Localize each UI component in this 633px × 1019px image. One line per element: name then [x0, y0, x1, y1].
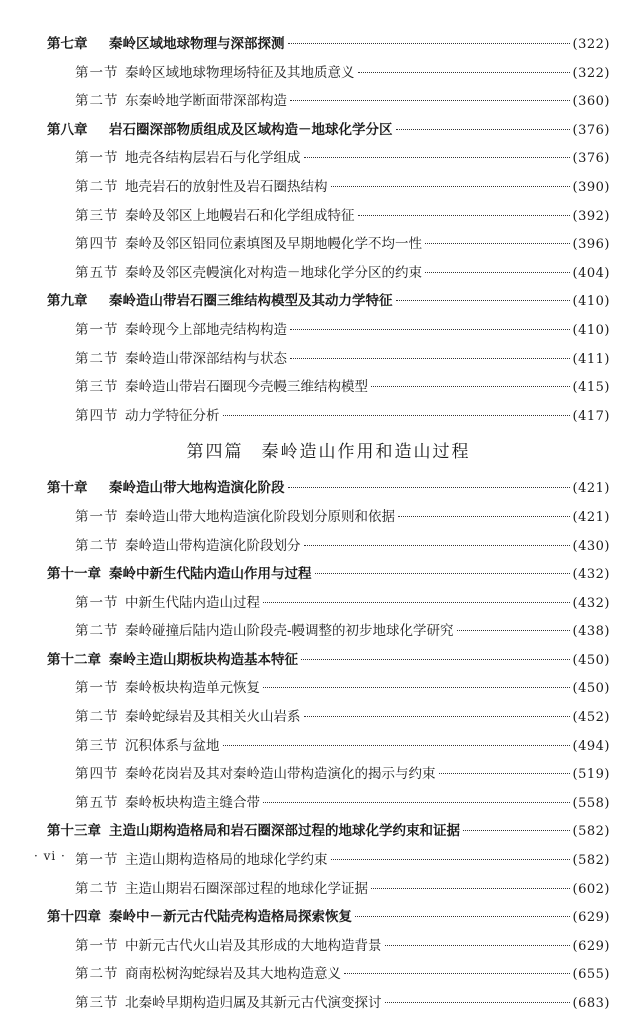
section-title: 东秦岭地学断面带深部构造 [125, 93, 287, 110]
page-number: (392) [572, 208, 610, 224]
dot-leader [301, 659, 570, 660]
section-title: 秦岭板块构造单元恢复 [125, 680, 260, 697]
dot-leader [290, 358, 570, 359]
toc-section-entry[interactable] [47, 703, 610, 732]
section-number: 第一节 [75, 64, 119, 81]
part-heading [47, 430, 610, 474]
page-number: (494) [572, 738, 610, 754]
section-number: 第四节 [75, 407, 119, 424]
toc-section-entry[interactable] [47, 532, 610, 561]
dot-leader [396, 300, 570, 301]
dot-leader [263, 802, 570, 803]
toc-section-entry[interactable] [47, 402, 610, 431]
page-number: (376) [572, 151, 610, 167]
section-title: 秦岭造山带岩石圈现今壳幔三维结构模型 [125, 379, 368, 396]
section-number: 第一节 [75, 321, 119, 338]
section-number: 第三节 [75, 379, 119, 396]
page-number: (450) [572, 681, 610, 697]
section-title: 沉积体系与盆地 [125, 737, 220, 754]
toc-chapter-entry[interactable] [47, 116, 610, 145]
page-number: (421) [572, 509, 610, 525]
section-number: 第二节 [75, 178, 119, 195]
dot-leader [304, 716, 570, 717]
dot-leader [371, 386, 570, 387]
dot-leader [223, 415, 570, 416]
page-number: (558) [572, 795, 610, 811]
chapter-title: 秦岭造山带大地构造演化阶段 [109, 480, 285, 497]
page-number: (396) [572, 237, 610, 253]
dot-leader [331, 186, 570, 187]
page-number: (438) [572, 624, 610, 640]
section-title: 秦岭板块构造主缝合带 [125, 794, 260, 811]
dot-leader [457, 630, 570, 631]
section-number: 第五节 [75, 264, 119, 281]
toc-section-entry[interactable] [47, 960, 610, 989]
section-number: 第一节 [75, 594, 119, 611]
section-title: 秦岭造山带构造演化阶段划分 [125, 537, 301, 554]
toc-section-entry[interactable] [47, 674, 610, 703]
toc-list-part-3 [47, 30, 610, 430]
part-number: 第四篇 [186, 442, 244, 463]
page-number: (410) [572, 294, 610, 310]
toc-section-entry[interactable] [47, 230, 610, 259]
chapter-title: 秦岭主造山期板块构造基本特征 [109, 651, 298, 668]
chapter-number: 第八章 [47, 121, 88, 138]
section-number: 第二节 [75, 93, 119, 110]
section-number: 第二节 [75, 709, 119, 726]
dot-leader [290, 329, 570, 330]
toc-chapter-entry[interactable] [47, 646, 610, 675]
page-number: (582) [572, 824, 610, 840]
dot-leader [398, 516, 570, 517]
section-number: 第二节 [75, 537, 119, 554]
page-number: (629) [572, 938, 610, 954]
dot-leader [358, 72, 570, 73]
chapter-number: 第九章 [47, 293, 88, 310]
chapter-number: 第十四章 [47, 909, 101, 926]
chapter-title: 秦岭造山带岩石圈三维结构模型及其动力学特征 [109, 293, 393, 310]
toc-section-entry[interactable] [47, 87, 610, 116]
section-title: 动力学特征分析 [125, 407, 220, 424]
section-title: 秦岭区域地球物理场特征及其地质意义 [125, 64, 355, 81]
section-title: 秦岭及邻区铅同位素填图及早期地幔化学不均一性 [125, 236, 422, 253]
dot-leader [223, 745, 570, 746]
toc-list-part-4 [47, 474, 610, 1017]
dot-leader [439, 773, 570, 774]
dot-leader [263, 687, 570, 688]
dot-leader [358, 215, 570, 216]
page-number: (629) [572, 910, 610, 926]
toc-section-entry[interactable] [47, 316, 610, 345]
section-number: 第四节 [75, 766, 119, 783]
toc-section-entry[interactable] [47, 503, 610, 532]
toc-section-entry[interactable] [47, 345, 610, 374]
section-number: 第三节 [75, 995, 119, 1011]
section-number: 第一节 [75, 852, 119, 869]
dot-leader [263, 602, 570, 603]
page-number: (432) [572, 595, 610, 611]
section-title: 商南松树沟蛇绿岩及其大地构造意义 [125, 966, 341, 983]
page-number: (655) [572, 967, 610, 983]
section-title: 主造山期构造格局的地球化学约束 [125, 852, 328, 869]
page-number: (430) [572, 538, 610, 554]
dot-leader [385, 1002, 570, 1003]
dot-leader [344, 973, 570, 974]
section-title: 中新生代陆内造山过程 [125, 594, 260, 611]
dot-leader [331, 859, 570, 860]
section-title: 北秦岭早期构造归属及其新元古代演变探讨 [125, 995, 382, 1011]
toc-chapter-entry[interactable] [47, 287, 610, 316]
page-number: (410) [572, 322, 610, 338]
section-number: 第三节 [75, 207, 119, 224]
page-number: (322) [572, 37, 610, 52]
section-number: 第五节 [75, 794, 119, 811]
toc-section-entry[interactable] [47, 846, 610, 875]
toc-chapter-entry[interactable] [47, 30, 610, 59]
section-number: 第一节 [75, 150, 119, 167]
dot-leader [288, 43, 570, 44]
toc-section-entry[interactable] [47, 144, 610, 173]
page-number: (411) [572, 351, 610, 367]
section-title: 秦岭花岗岩及其对秦岭造山带构造演化的揭示与约束 [125, 766, 436, 783]
section-number: 第四节 [75, 236, 119, 253]
section-title: 主造山期岩石圈深部过程的地球化学证据 [125, 880, 368, 897]
page-number: (415) [572, 380, 610, 396]
page-footer-number: · vi · [34, 849, 66, 863]
dot-leader [425, 272, 570, 273]
dot-leader [290, 100, 570, 101]
section-number: 第一节 [75, 937, 119, 954]
toc-section-entry[interactable] [47, 617, 610, 646]
toc-chapter-entry[interactable] [47, 560, 610, 589]
dot-leader [355, 916, 570, 917]
section-number: 第一节 [75, 680, 119, 697]
toc-chapter-entry[interactable] [47, 817, 610, 846]
page-number: (452) [572, 710, 610, 726]
toc-section-entry[interactable] [47, 732, 610, 761]
page-number: (421) [572, 481, 610, 497]
section-number: 第二节 [75, 880, 119, 897]
page-number: (519) [572, 767, 610, 783]
toc-section-entry[interactable] [47, 589, 610, 618]
section-number: 第二节 [75, 350, 119, 367]
toc-chapter-entry[interactable] [47, 903, 610, 932]
chapter-title: 秦岭中新生代陆内造山作用与过程 [109, 566, 312, 583]
section-title: 秦岭碰撞后陆内造山阶段壳-幔调整的初步地球化学研究 [125, 623, 454, 640]
toc-section-entry[interactable] [47, 259, 610, 288]
page-number: (602) [572, 881, 610, 897]
section-number: 第二节 [75, 966, 119, 983]
page-number: (360) [572, 94, 610, 110]
toc-section-entry[interactable] [47, 760, 610, 789]
dot-leader [304, 157, 570, 158]
section-title: 地壳岩石的放射性及岩石圈热结构 [125, 178, 328, 195]
toc-section-entry[interactable] [47, 989, 610, 1018]
dot-leader [371, 888, 570, 889]
chapter-title: 岩石圈深部物质组成及区域构造－地球化学分区 [109, 121, 393, 138]
toc-section-entry[interactable] [47, 173, 610, 202]
section-title: 秦岭及邻区上地幔岩石和化学组成特征 [125, 207, 355, 224]
chapter-title: 主造山期构造格局和岩石圈深部过程的地球化学约束和证据 [109, 823, 460, 840]
dot-leader [288, 487, 570, 488]
chapter-title: 秦岭区域地球物理与深部探测 [109, 36, 285, 52]
page-number: (390) [572, 179, 610, 195]
chapter-number: 第十二章 [47, 651, 101, 668]
toc-section-entry[interactable] [47, 59, 610, 88]
dot-leader [385, 945, 570, 946]
chapter-number: 第十三章 [47, 823, 101, 840]
dot-leader [315, 573, 570, 574]
section-number: 第一节 [75, 508, 119, 525]
section-title: 秦岭及邻区壳幔演化对构造－地球化学分区的约束 [125, 264, 422, 281]
chapter-number: 第十章 [47, 480, 88, 497]
page-number: (322) [572, 65, 610, 81]
page-number: (582) [572, 853, 610, 869]
section-title: 秦岭造山带大地构造演化阶段划分原则和依据 [125, 508, 395, 525]
chapter-number: 第七章 [47, 36, 88, 52]
chapter-number: 第十一章 [47, 566, 101, 583]
toc-section-entry[interactable] [47, 373, 610, 402]
dot-leader [396, 129, 570, 130]
page-number: (450) [572, 652, 610, 668]
section-title: 中新元古代火山岩及其形成的大地构造背景 [125, 937, 382, 954]
section-number: 第二节 [75, 623, 119, 640]
dot-leader [463, 830, 570, 831]
dot-leader [425, 243, 570, 244]
section-number: 第三节 [75, 737, 119, 754]
dot-leader [304, 545, 570, 546]
page-number: (376) [572, 122, 610, 138]
toc-section-entry[interactable] [47, 932, 610, 961]
chapter-title: 秦岭中－新元古代陆壳构造格局探索恢复 [109, 909, 352, 926]
section-title: 秦岭造山带深部结构与状态 [125, 350, 287, 367]
section-title: 地壳各结构层岩石与化学组成 [125, 150, 301, 167]
section-title: 秦岭蛇绿岩及其相关火山岩系 [125, 709, 301, 726]
toc-section-entry[interactable] [47, 789, 610, 818]
page-number: (432) [572, 567, 610, 583]
part-title: 秦岭造山作用和造山过程 [261, 442, 471, 463]
page-number: (417) [572, 408, 610, 424]
toc-chapter-entry[interactable] [47, 474, 610, 503]
page-number: (683) [572, 996, 610, 1011]
page-number: (404) [572, 265, 610, 281]
table-of-contents [47, 30, 610, 1018]
toc-section-entry[interactable] [47, 202, 610, 231]
toc-section-entry[interactable] [47, 875, 610, 904]
section-title: 秦岭现今上部地壳结构构造 [125, 321, 287, 338]
